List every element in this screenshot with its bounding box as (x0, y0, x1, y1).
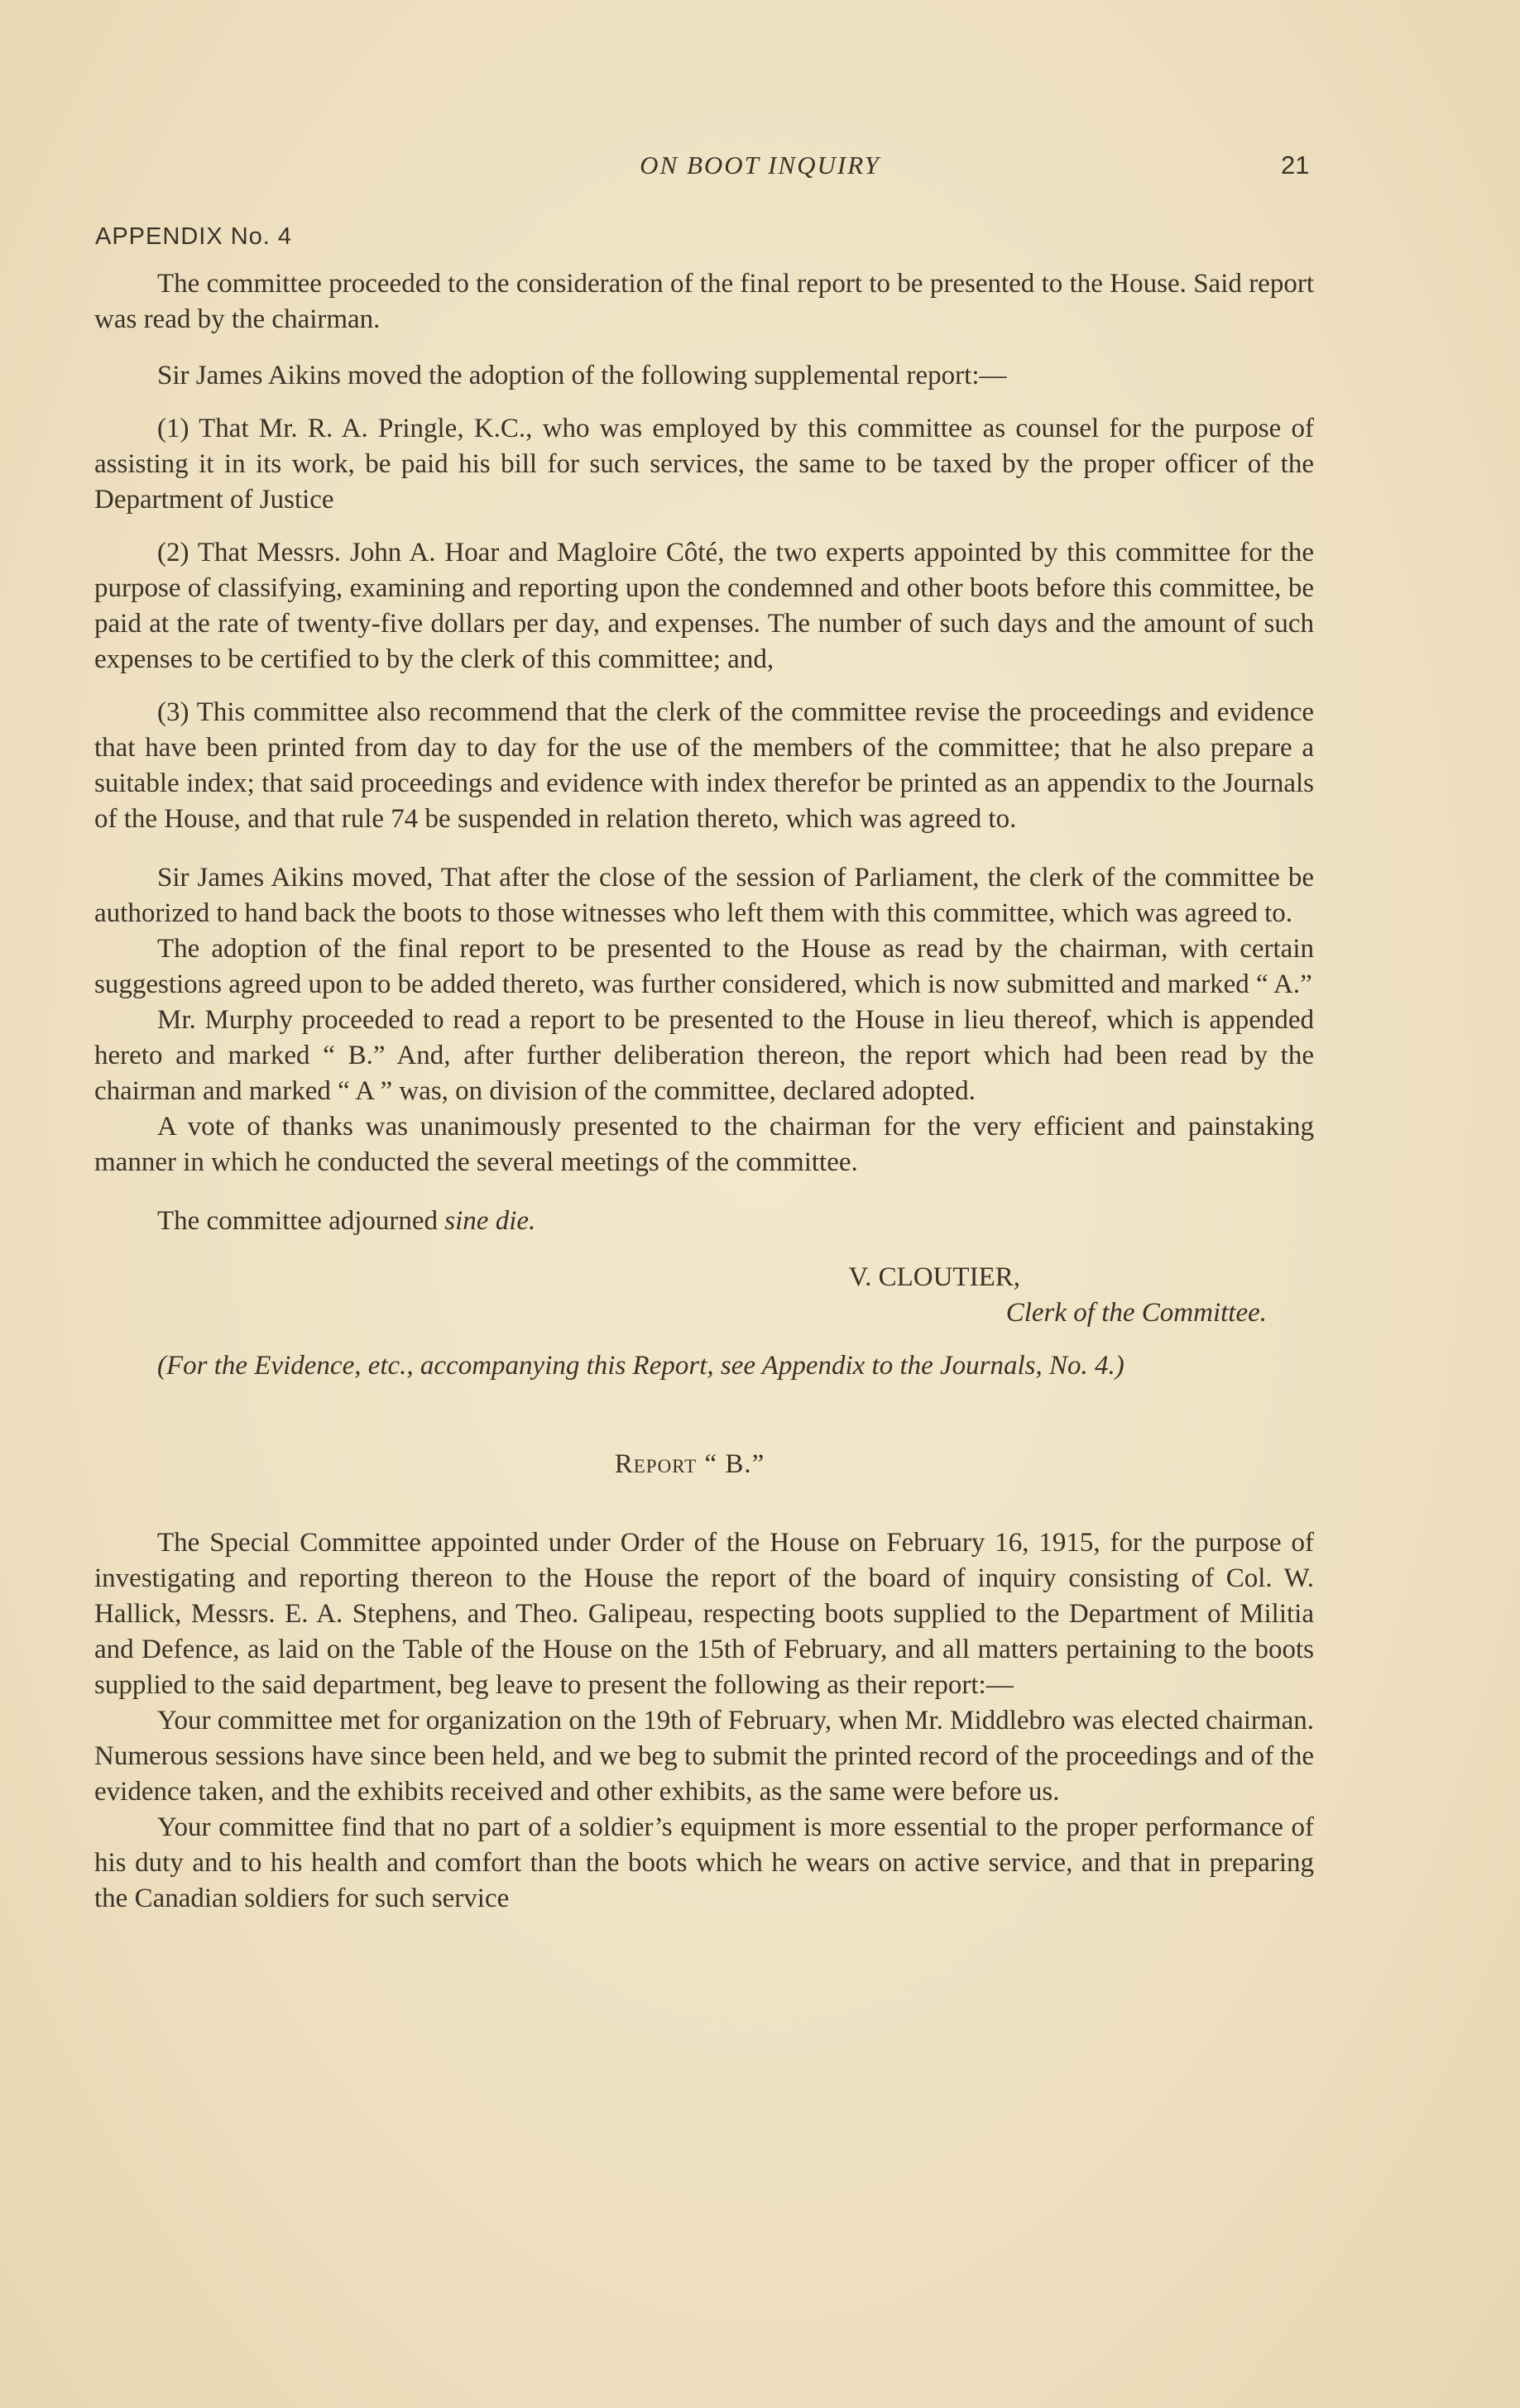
document-body (94, 266, 1314, 1917)
signature-name: V. CLOUTIER, (848, 1262, 1020, 1292)
adjourned-italic: sine die. (444, 1206, 536, 1236)
paragraph-aikins-motion: Sir James Aikins moved the adoption of the following supplemental report:— (157, 361, 1007, 390)
paragraph-vote-of-thanks: A vote of thanks was unanimously presented to the chairman for the very efficient and painstaking manner in which he conducted the several meetings of the committee. (94, 1112, 1314, 1177)
adjourned-text: The committee adjourned (157, 1206, 439, 1236)
paragraph-report-b: Mr. Murphy proceeded to read a report to be presented to the House in lieu thereof, which is appended hereto and marked “ B.” And, after further deliberation thereon, the report which had been read by the chairman and marked “ A ” was, on division of the committee, declared adopted. (94, 1005, 1314, 1106)
paragraph-adjourned (94, 1204, 1314, 1239)
paragraph-report-a: The adoption of the final report to be presented to the House as read by the chairman, with certain suggestions agreed upon to be added thereto, was further considered, which is now submitted and marked “ A.” (94, 934, 1314, 999)
paragraph-organization: Your committee met for organization on the 19th of February, when Mr. Middlebro was elected chairman. Numerous sessions have since been held, and we beg to submit the printed record of the proceedings and of the evidence taken, and the exhibits received and other exhibits, as the same were before us. (94, 1706, 1314, 1807)
page-number: 21 (1281, 151, 1310, 180)
paragraph-soldier-equipment: Your committee find that no part of a soldier’s equipment is more essential to the proper performance of his duty and to his health and comfort than the boots which he wears on active service, and that in preparing the Canadian soldiers for such service (94, 1812, 1314, 1913)
paragraph-item-1: (1) That Mr. R. A. Pringle, K.C., who was employed by this committee as counsel for the purpose of assisting it in its work, be paid his bill for such services, the same to be taxed by the proper officer of the Department of Justice (94, 414, 1314, 515)
appendix-label: APPENDIX No. 4 (95, 223, 293, 250)
paragraph-boots-return: Sir James Aikins moved, That after the close of the session of Parliament, the clerk of the committee be authorized to hand back the boots to those witnesses who left them with this committee, which was agreed to. (94, 863, 1314, 928)
paragraph-item-3: (3) This committee also recommend that the clerk of the committee revise the proceedings and evidence that have been printed from day to day for the use of the members of the committee; that he also prepare a suitable index; that said proceedings and evidence with index therefor be printed as an appendix to the Journals of the House, and that rule 74 be suspended in relation thereto, which was agreed to. (94, 697, 1314, 834)
paragraph-special-committee: The Special Committee appointed under Order of the House on February 16, 1915, for the purpose of investigating and reporting thereon to the House the report of the board of inquiry consisting of Col. W. Hallick, Messrs. E. A. Stephens, and Theo. Galipeau, respecting boots supplied to the Department of Militia and Defence, as laid on the Table of the House on the 15th of February, and all matters pertaining to the boots supplied to the said department, beg leave to present the following as their report:— (94, 1528, 1314, 1700)
report-b-heading: Report “ B.” (614, 1449, 765, 1479)
paragraph-item-2: (2) That Messrs. John A. Hoar and Magloire Côté, the two experts appointed by this committee for the purpose of classifying, examining and reporting upon the condemned and other boots before this committee, be paid at the rate of twenty-five dollars per day, and expenses. The number of such days and the amount of such expenses to be certified to by the clerk of this committee; and, (94, 538, 1314, 674)
evidence-note: (For the Evidence, etc., accompanying this Report, see Appendix to the Journals, No. 4.) (157, 1351, 1124, 1381)
running-header-title: ON BOOT INQUIRY (640, 151, 880, 180)
paragraph-final-report: The committee proceeded to the consideration of the final report to be presented to the House. Said report was read by the chairman. (94, 269, 1314, 334)
signature-title: Clerk of the Committee. (1005, 1298, 1267, 1328)
